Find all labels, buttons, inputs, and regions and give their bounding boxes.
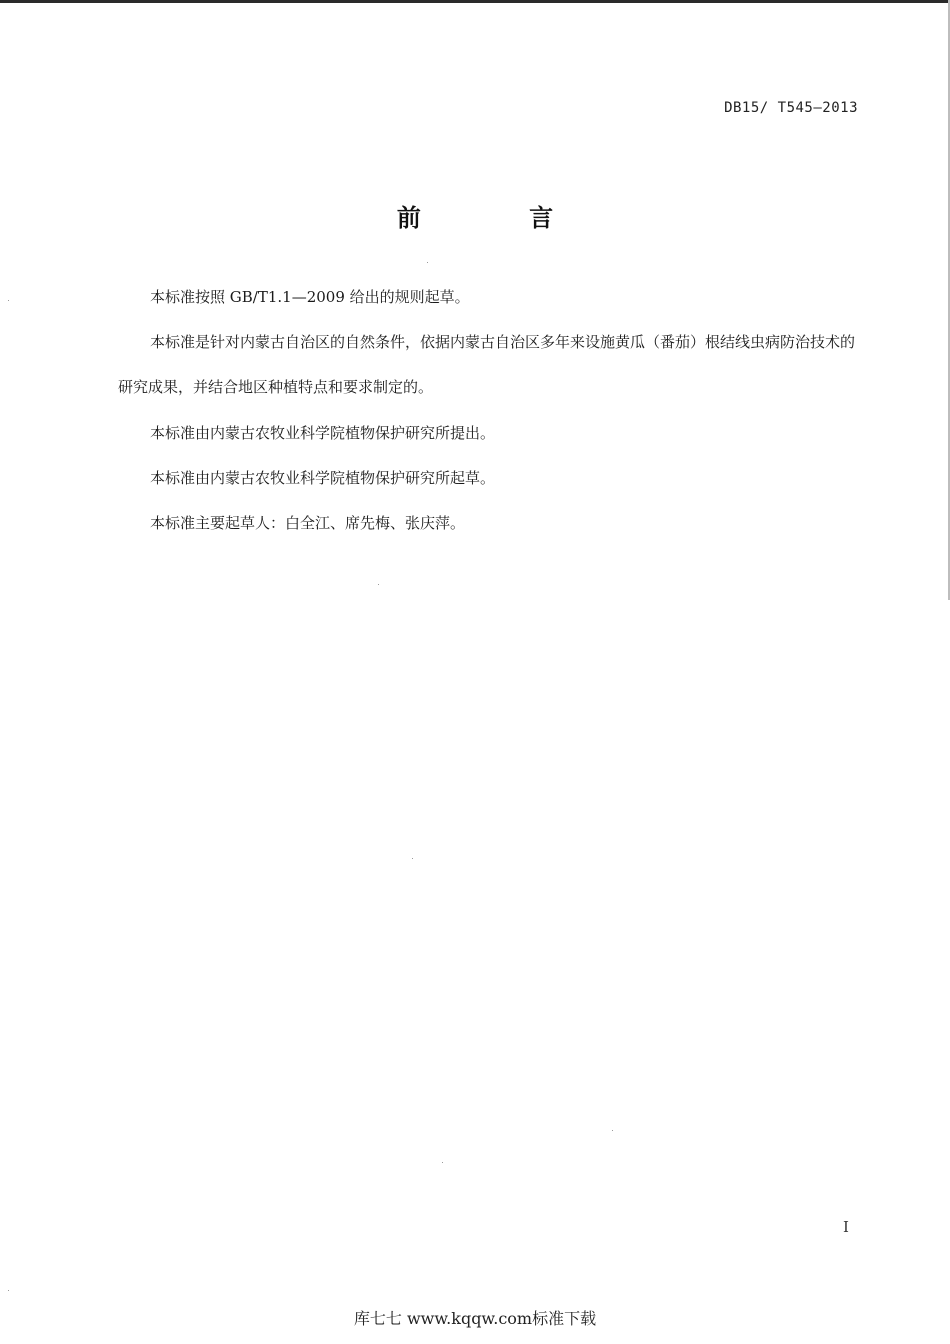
scan-speck xyxy=(378,584,379,585)
scan-speck xyxy=(412,858,413,859)
preface-body xyxy=(118,286,858,557)
footer-watermark: 库七七 www.kqqw.com标准下载 xyxy=(353,1309,597,1328)
page-title: 前 言 xyxy=(396,204,604,232)
paragraph-proposer: 本标准由内蒙古农牧业科学院植物保护研究所提出。 xyxy=(150,424,496,442)
scan-speck xyxy=(8,1290,9,1291)
page-number: I xyxy=(843,1218,849,1236)
paragraph-basis: 本标准是针对内蒙古自治区的自然条件，依据内蒙古自治区多年来设施黄瓜（番茄）根结线虫病防治技术的研究成果，并结合地区种植特点和要求制定的。 xyxy=(118,333,856,396)
scan-speck xyxy=(8,300,9,301)
scan-speck xyxy=(612,1130,613,1131)
scan-speck xyxy=(442,1162,443,1163)
document-code: DB15/ T545—2013 xyxy=(724,100,858,116)
paragraph-drafting-rules: 本标准按照 GB/T1.1—2009 给出的规则起草。 xyxy=(150,288,470,306)
top-border-line xyxy=(0,0,950,3)
scan-speck xyxy=(427,262,428,263)
paragraph-drafter: 本标准由内蒙古农牧业科学院植物保护研究所起草。 xyxy=(150,469,496,487)
paragraph-authors: 本标准主要起草人：白全江、席先梅、张庆萍。 xyxy=(150,514,466,532)
